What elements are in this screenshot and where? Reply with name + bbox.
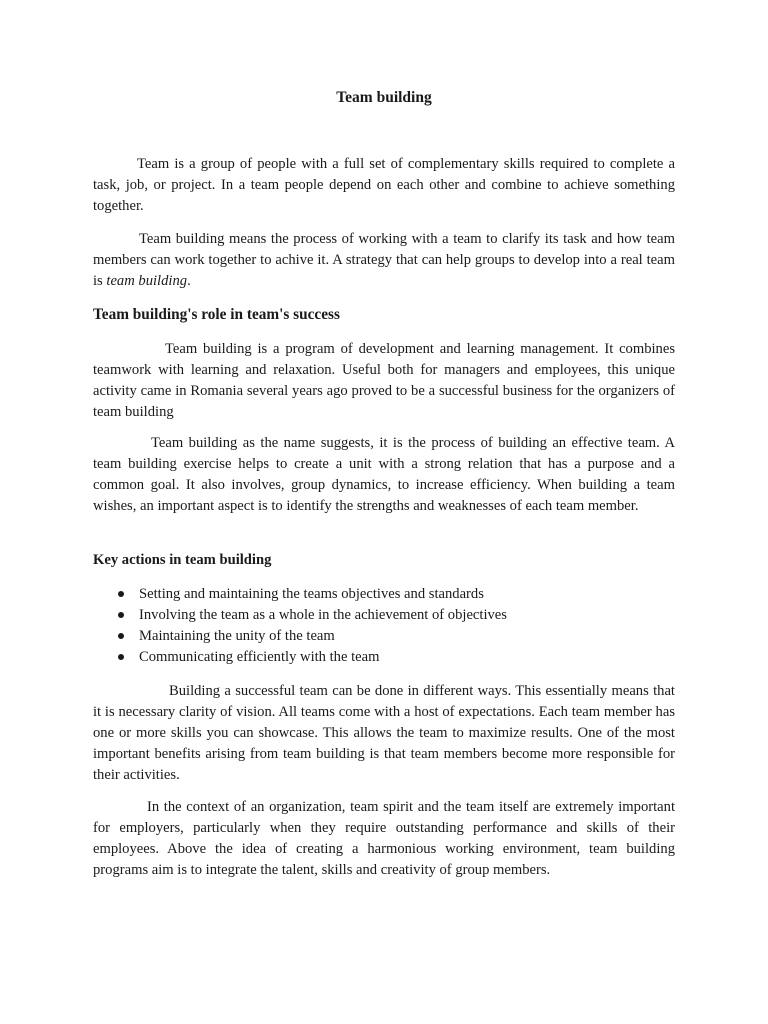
paragraph-team-building-meaning bbox=[93, 229, 675, 292]
list-item-text: Setting and maintaining the teams objectives and standards bbox=[139, 586, 484, 602]
list-item-text: Communicating efficiently with the team bbox=[139, 649, 380, 665]
bullet-icon bbox=[118, 591, 124, 597]
paragraph-text: Team building means the process of working with a team to clarify its task and how team members can work together to achive it. A strategy that can help groups to develop into a real team is bbox=[93, 231, 675, 289]
paragraph-team-definition: Team is a group of people with a full set of complementary skills required to complete a task, job, or project. In a team people depend on each other and combine to achieve something together. bbox=[93, 156, 675, 214]
list-item-text: Maintaining the unity of the team bbox=[139, 628, 335, 644]
list-item bbox=[93, 584, 507, 605]
document-title: Team building bbox=[336, 89, 432, 106]
paragraph-successful-team: Building a successful team can be done in different ways. This essentially means that it is necessary clarity of vision. All teams come with a host of expectations. Each team member has one or more skills you can showcase. This allows the team to maximize results. One of the most important benefits arising from team building is that team members become more responsible for their activities. bbox=[93, 683, 675, 783]
italic-term: team building bbox=[106, 273, 188, 289]
paragraph-end: . bbox=[187, 273, 191, 289]
list-item bbox=[93, 647, 507, 668]
section-heading-key-actions: Key actions in team building bbox=[93, 552, 272, 568]
paragraph-program: Team building is a program of development and learning management. It combines teamwork with learning and relaxation. Useful both for managers and employees, this unique activity came in Romania several years ago proved to be a successful business for the organizers of team building bbox=[93, 341, 675, 420]
list-item-text: Involving the team as a whole in the achievement of objectives bbox=[139, 607, 507, 623]
list-item bbox=[93, 605, 507, 626]
bullet-icon bbox=[118, 612, 124, 618]
key-actions-list bbox=[93, 584, 507, 668]
section-heading-role: Team building's role in team's success bbox=[93, 306, 340, 323]
paragraph-process: Team building as the name suggests, it is the process of building an effective team. A team building exercise helps to create a unit with a strong relation that has a purpose and a common goal. It also involves, group dynamics, to increase efficiency. When building a team wishes, an important aspect is to identify the strengths and weaknesses of each team member. bbox=[93, 435, 675, 514]
paragraph-organization-context: In the context of an organization, team spirit and the team itself are extremely important for employers, particularly when they require outstanding performance and skills of their employees. Above the idea of creating a harmonious working environment, team building programs aim is to integrate the talent, skills and creativity of group members. bbox=[93, 799, 675, 878]
list-item bbox=[93, 626, 507, 647]
bullet-icon bbox=[118, 633, 124, 639]
bullet-icon bbox=[118, 654, 124, 660]
